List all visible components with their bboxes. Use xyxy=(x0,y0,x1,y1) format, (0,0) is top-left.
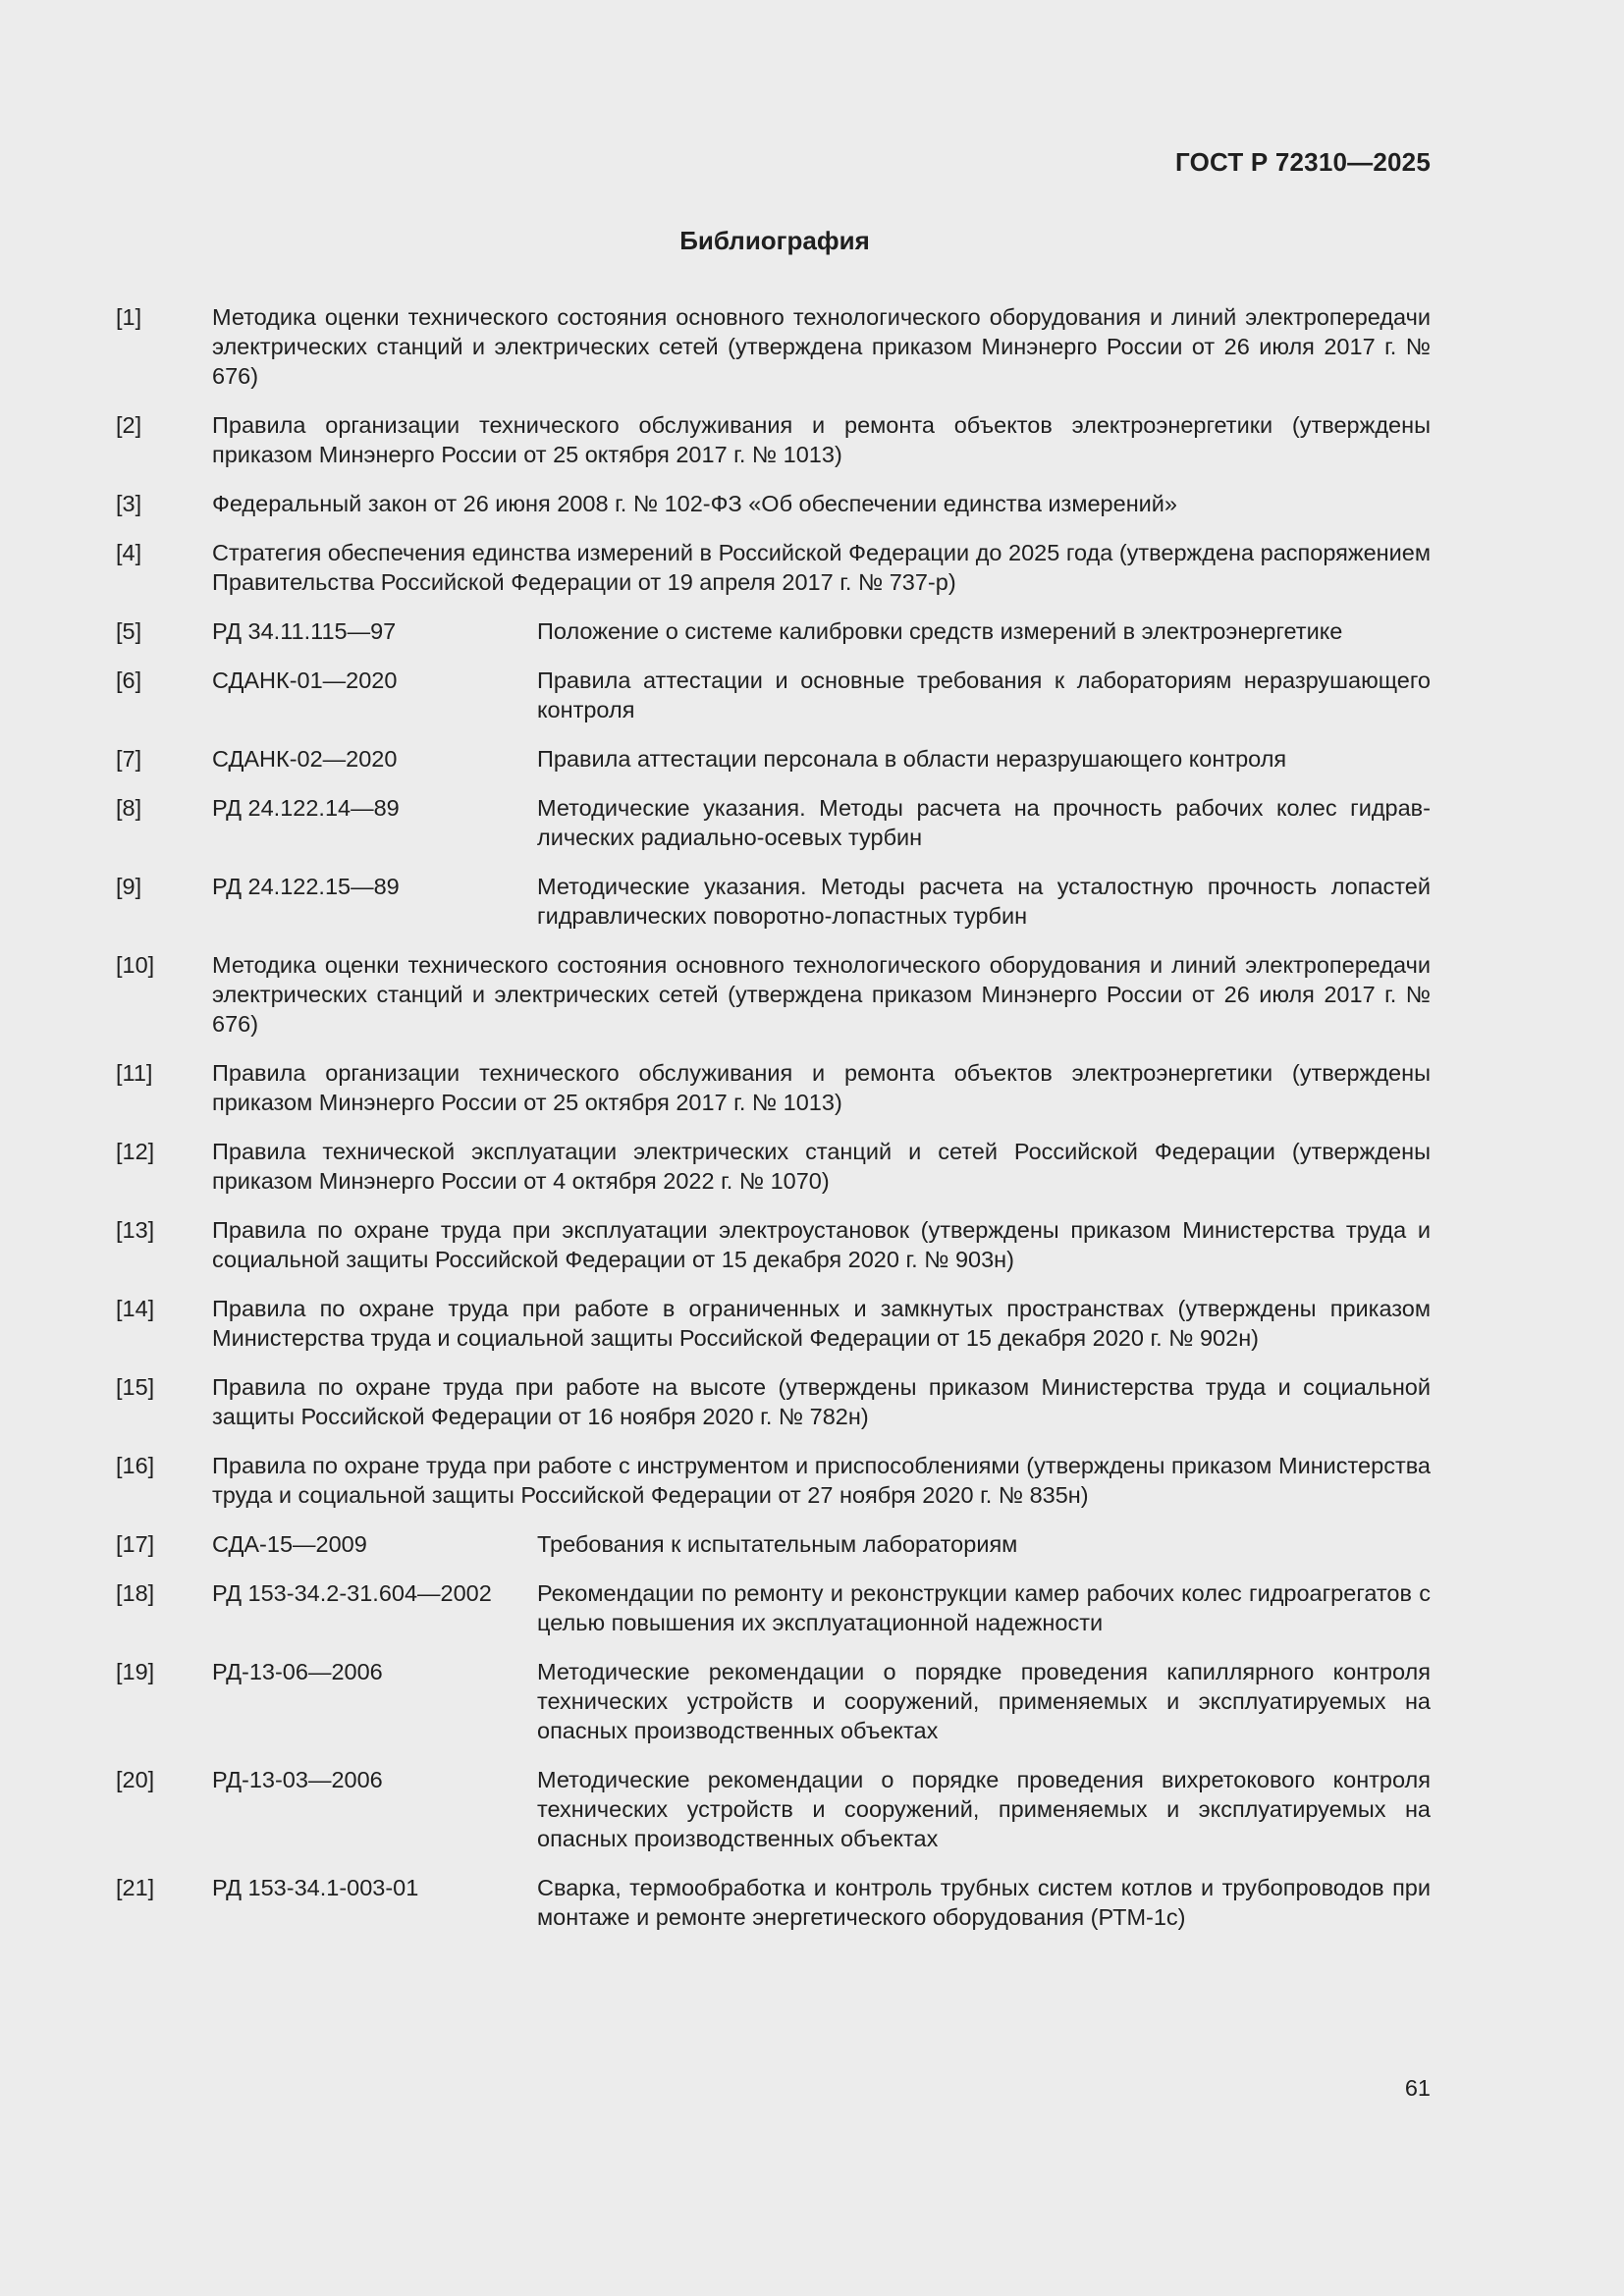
entry-number: [5] xyxy=(116,618,142,644)
bibliography-entry xyxy=(116,950,1431,1039)
entry-text: Методика оценки технического состояния основного технологического оборудования и линий электропередачи электрических станций и электрических сетей (утверждена приказом Минэнерго России от 26 июля 2017 г. № 676) xyxy=(212,304,1431,389)
entry-text: Федеральный закон от 26 июня 2008 г. № 102-ФЗ «Об обеспечении единства измерений» xyxy=(212,491,1177,516)
bibliography-entry xyxy=(116,1294,1431,1353)
bibliography-entry xyxy=(116,1578,1431,1637)
entry-text: Стратегия обеспечения единства измерений в Российской Федерации до 2025 года (утверждена распоряжением Правительства Российской Федерации от 19 апреля 2017 г. № 737-р) xyxy=(212,540,1431,595)
entry-text: Правила по охране труда при работе с инструментом и приспособлениями (утверждены приказом Министерства труда и социальной защиты Российской Федерации от 27 ноября 2020 г. № 835н) xyxy=(212,1453,1431,1508)
bibliography-entry xyxy=(116,1372,1431,1431)
entry-document-code: РД 153-34.1-003-01 xyxy=(212,1875,419,1900)
page-number: 61 xyxy=(1404,2075,1431,2101)
entry-text: Методические указания. Методы расчета на прочность рабочих колес гидравлических радиально-осевых турбин xyxy=(537,795,1431,850)
bibliography-entry xyxy=(116,616,1431,646)
bibliography-entry xyxy=(116,1451,1431,1510)
entry-number: [13] xyxy=(116,1217,155,1243)
bibliography-entry xyxy=(116,302,1431,391)
entry-number: [14] xyxy=(116,1296,155,1321)
bibliography-entry xyxy=(116,1657,1431,1745)
entry-number: [20] xyxy=(116,1767,155,1792)
entry-text: Правила организации технического обслуживания и ремонта объектов электроэнергетики (утверждены приказом Минэнерго России от 25 октября 2017 г. № 1013) xyxy=(212,412,1431,467)
bibliography-entry xyxy=(116,744,1431,774)
entry-document-code: СДАНК-02—2020 xyxy=(212,746,398,772)
entry-number: [8] xyxy=(116,795,142,821)
entry-document-code: РД-13-03—2006 xyxy=(212,1767,383,1792)
entry-number: [3] xyxy=(116,491,142,516)
entry-number: [18] xyxy=(116,1580,155,1606)
entry-number: [1] xyxy=(116,304,142,330)
entry-document-code: РД 24.122.14—89 xyxy=(212,795,400,821)
entry-text: Правила организации технического обслуживания и ремонта объектов электроэнергетики (утверждены приказом Минэнерго России от 25 октября 2017 г. № 1013) xyxy=(212,1060,1431,1115)
entry-text: Методические указания. Методы расчета на усталостную прочность лопастей гидравлических поворотно-лопастных турбин xyxy=(537,874,1431,929)
bibliography-entry xyxy=(116,793,1431,852)
entry-text: Правила технической эксплуатации электрических станций и сетей Российской Федерации (утверждены приказом Минэнерго России от 4 октября 2022 г. № 1070) xyxy=(212,1139,1431,1194)
entry-number: [11] xyxy=(116,1060,153,1086)
entry-text: Сварка, термообработка и контроль трубных систем котлов и трубопроводов при монтаже и ремонте энергетического оборудования (РТМ-1с) xyxy=(537,1875,1431,1930)
page-title: Библиография xyxy=(679,226,870,255)
entry-text: Правила аттестации и основные требования к лабораториям неразрушающего контроля xyxy=(537,667,1431,722)
entry-text: Правила аттестации персонала в области неразрушающего контроля xyxy=(537,746,1287,772)
entry-document-code: РД 24.122.15—89 xyxy=(212,874,400,899)
bibliography-entry xyxy=(116,1873,1431,1932)
entry-number: [6] xyxy=(116,667,142,693)
entry-number: [17] xyxy=(116,1531,155,1557)
entry-number: [12] xyxy=(116,1139,155,1164)
entry-number: [16] xyxy=(116,1453,155,1478)
entry-text: Правила по охране труда при эксплуатации электроустановок (утверждены приказом Министерства труда и социальной защиты Российской Федерации от 15 декабря 2020 г. № 903н) xyxy=(212,1217,1431,1272)
entry-text: Правила по охране труда при работе на высоте (утверждены приказом Министерства труда и социальной защиты Российской Федерации от 16 ноября 2020 г. № 782н) xyxy=(212,1374,1431,1429)
entry-number: [2] xyxy=(116,412,142,438)
bibliography-entry xyxy=(116,666,1431,724)
bibliography-entry xyxy=(116,1137,1431,1196)
entry-number: [19] xyxy=(116,1659,155,1684)
entry-number: [10] xyxy=(116,952,155,978)
entry-number: [15] xyxy=(116,1374,155,1400)
entry-text: Требования к испытательным лабораториям xyxy=(537,1531,1018,1557)
bibliography-entry xyxy=(116,1058,1431,1117)
bibliography-list xyxy=(116,302,1431,1951)
entry-text: Методические рекомендации о порядке проведения капиллярного контроля технических устройств и сооружений, применяемых и эксплуатируемых на опасных производственных объектах xyxy=(537,1659,1431,1743)
entry-text: Правила по охране труда при работе в ограниченных и замкнутых пространствах (утверждены приказом Министерства труда и социальной защиты Российской Федерации от 15 декабря 2020 г. № 902н) xyxy=(212,1296,1431,1351)
bibliography-entry xyxy=(116,489,1431,518)
document-code: ГОСТ Р 72310—2025 xyxy=(1175,147,1431,177)
entry-document-code: РД-13-06—2006 xyxy=(212,1659,383,1684)
entry-number: [21] xyxy=(116,1875,155,1900)
bibliography-entry xyxy=(116,1215,1431,1274)
entry-text: Рекомендации по ремонту и реконструкции камер рабочих колес гидроагрегатов с целью повышения их эксплуатационной надежности xyxy=(537,1580,1431,1635)
entry-text: Положение о системе калибровки средств измерений в электроэнергетике xyxy=(537,618,1343,644)
entry-document-code: РД 34.11.115—97 xyxy=(212,618,397,644)
entry-number: [9] xyxy=(116,874,142,899)
bibliography-entry xyxy=(116,538,1431,597)
bibliography-entry xyxy=(116,410,1431,469)
entry-document-code: СДАНК-01—2020 xyxy=(212,667,398,693)
entry-text: Методика оценки технического состояния основного технологического оборудования и линий электропередачи электрических станций и электрических сетей (утверждена приказом Минэнерго России от 26 июля 2017 г. № 676) xyxy=(212,952,1431,1037)
entry-text: Методические рекомендации о порядке проведения вихретокового контроля технических устройств и сооружений, применяемых и эксплуатируемых на опасных производственных объектах xyxy=(537,1767,1431,1851)
bibliography-entry xyxy=(116,1529,1431,1559)
entry-document-code: РД 153-34.2-31.604—2002 xyxy=(212,1580,492,1606)
bibliography-entry xyxy=(116,1765,1431,1853)
entry-number: [7] xyxy=(116,746,142,772)
entry-number: [4] xyxy=(116,540,142,565)
entry-document-code: СДА-15—2009 xyxy=(212,1531,367,1557)
bibliography-entry xyxy=(116,872,1431,931)
